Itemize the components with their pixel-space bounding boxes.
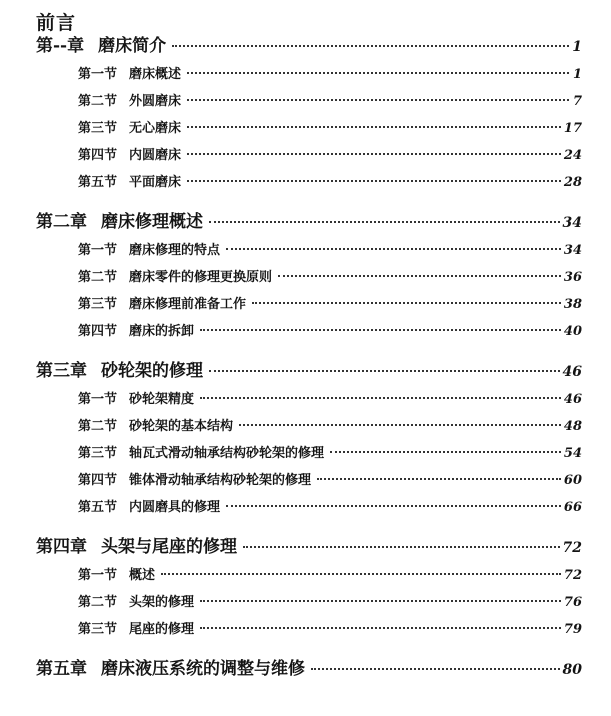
entry-page-number: 66 xyxy=(563,500,582,515)
entry-page-number: 46 xyxy=(563,392,582,407)
entry-title: 平面磨床 xyxy=(129,175,182,190)
entry-title: 尾座的修理 xyxy=(129,622,195,637)
dot-leader xyxy=(239,424,561,426)
entry-number: 第一节 xyxy=(78,67,118,82)
entry-title: 内圆磨具的修理 xyxy=(129,500,221,515)
entry-number: 第五章 xyxy=(36,659,87,679)
entry-number: 第二节 xyxy=(78,419,118,434)
dot-leader xyxy=(172,45,569,47)
toc-section-entry xyxy=(78,469,582,488)
dot-leader xyxy=(226,505,561,507)
entry-number: 第一节 xyxy=(78,243,118,258)
dot-leader xyxy=(278,275,561,277)
toc-section-entry xyxy=(78,618,582,637)
dot-leader xyxy=(226,248,561,250)
entry-number: 第三节 xyxy=(78,446,118,461)
entry-page-number: 34 xyxy=(562,215,582,231)
entry-title: 头架与尾座的修理 xyxy=(101,537,237,557)
toc-section-entry xyxy=(78,320,582,339)
toc-section-entry xyxy=(78,564,582,583)
entry-number: 第五节 xyxy=(78,175,118,190)
dot-leader xyxy=(200,627,561,629)
entry-page-number: 54 xyxy=(563,446,582,461)
entry-page-number: 17 xyxy=(563,121,582,136)
entry-title: 内圆磨床 xyxy=(129,148,182,163)
entry-title: 磨床零件的修理更换原则 xyxy=(129,270,273,285)
entry-title: 外圆磨床 xyxy=(129,94,182,109)
dot-leader xyxy=(161,573,561,575)
entry-page-number: 36 xyxy=(563,270,582,285)
entry-title: 概述 xyxy=(129,568,156,583)
dot-leader xyxy=(311,668,560,670)
toc-section-entry xyxy=(78,266,582,285)
entry-title: 磨床液压系统的调整与维修 xyxy=(101,659,305,679)
entry-title: 磨床修理的特点 xyxy=(129,243,221,258)
entry-title: 砂轮架精度 xyxy=(129,392,195,407)
dot-leader xyxy=(200,397,561,399)
entry-title: 磨床修理前准备工作 xyxy=(129,297,247,312)
dot-leader xyxy=(187,153,561,155)
toc-section-entry xyxy=(78,239,582,258)
entry-page-number: 7 xyxy=(572,94,582,109)
entry-page-number: 40 xyxy=(563,324,582,339)
dot-leader xyxy=(187,99,569,101)
toc-section-entry xyxy=(78,415,582,434)
toc-chapter-entry xyxy=(36,654,582,679)
entry-number: 第--章 xyxy=(36,36,85,56)
entry-title: 磨床的拆卸 xyxy=(129,324,195,339)
entry-number: 第二章 xyxy=(36,212,87,232)
entry-page-number: 34 xyxy=(563,243,582,258)
entry-number: 第二节 xyxy=(78,94,118,109)
toc-section-entry xyxy=(78,90,582,109)
dot-leader xyxy=(200,600,561,602)
entry-page-number: 24 xyxy=(563,148,582,163)
entry-page-number: 79 xyxy=(563,622,582,637)
entry-number: 第四节 xyxy=(78,148,118,163)
entry-title: 砂轮架的修理 xyxy=(101,361,203,381)
toc-chapter-entry xyxy=(36,207,582,232)
entry-title: 锥体滑动轴承结构砂轮架的修理 xyxy=(129,473,312,488)
dot-leader xyxy=(187,72,569,74)
dot-leader xyxy=(317,478,561,480)
entry-title: 磨床简介 xyxy=(98,36,167,56)
entry-number: 第一节 xyxy=(78,392,118,407)
entry-number: 第四节 xyxy=(78,473,118,488)
preface-heading: 前言 xyxy=(36,12,77,34)
entry-page-number: 60 xyxy=(563,473,582,488)
toc-chapter-entry xyxy=(36,532,582,557)
entry-number: 第三节 xyxy=(78,297,118,312)
toc-section-entry xyxy=(78,293,582,312)
entry-number: 第五节 xyxy=(78,500,118,515)
toc-chapter-entry xyxy=(36,31,582,56)
dot-leader xyxy=(209,370,560,372)
toc-chapter-entry xyxy=(36,356,582,381)
entry-number: 第四章 xyxy=(36,537,87,557)
entry-number: 第二节 xyxy=(78,595,118,610)
entry-page-number: 46 xyxy=(562,364,582,380)
entry-number: 第三节 xyxy=(78,121,118,136)
toc-section-entry xyxy=(78,144,582,163)
entry-title: 头架的修理 xyxy=(129,595,195,610)
entry-number: 第三节 xyxy=(78,622,118,637)
entry-number: 第二节 xyxy=(78,270,118,285)
toc-section-entry xyxy=(78,63,582,82)
entry-title: 砂轮架的基本结构 xyxy=(129,419,234,434)
entry-page-number: 76 xyxy=(563,595,582,610)
entry-number: 第三章 xyxy=(36,361,87,381)
entry-page-number: 72 xyxy=(562,540,582,556)
dot-leader xyxy=(200,329,561,331)
entry-page-number: 1 xyxy=(572,67,582,82)
toc-section-entry xyxy=(78,591,582,610)
toc-section-entry xyxy=(78,496,582,515)
dot-leader xyxy=(330,451,561,453)
dot-leader xyxy=(209,221,560,223)
dot-leader xyxy=(187,126,561,128)
entry-page-number: 80 xyxy=(562,662,582,678)
entry-page-number: 1 xyxy=(572,39,582,55)
dot-leader xyxy=(187,180,561,182)
toc-section-entry xyxy=(78,442,582,461)
entry-page-number: 48 xyxy=(563,419,582,434)
entry-number: 第四节 xyxy=(78,324,118,339)
toc-section-entry xyxy=(78,117,582,136)
entry-title: 磨床概述 xyxy=(129,67,182,82)
entry-title: 轴瓦式滑动轴承结构砂轮架的修理 xyxy=(129,446,325,461)
toc-section-entry xyxy=(78,171,582,190)
entry-page-number: 72 xyxy=(563,568,582,583)
dot-leader xyxy=(252,302,561,304)
entry-title: 磨床修理概述 xyxy=(101,212,203,232)
toc-section-entry xyxy=(78,388,582,407)
entry-title: 无心磨床 xyxy=(129,121,182,136)
entry-number: 第一节 xyxy=(78,568,118,583)
entry-page-number: 38 xyxy=(563,297,582,312)
dot-leader xyxy=(243,546,560,548)
entry-page-number: 28 xyxy=(563,175,582,190)
